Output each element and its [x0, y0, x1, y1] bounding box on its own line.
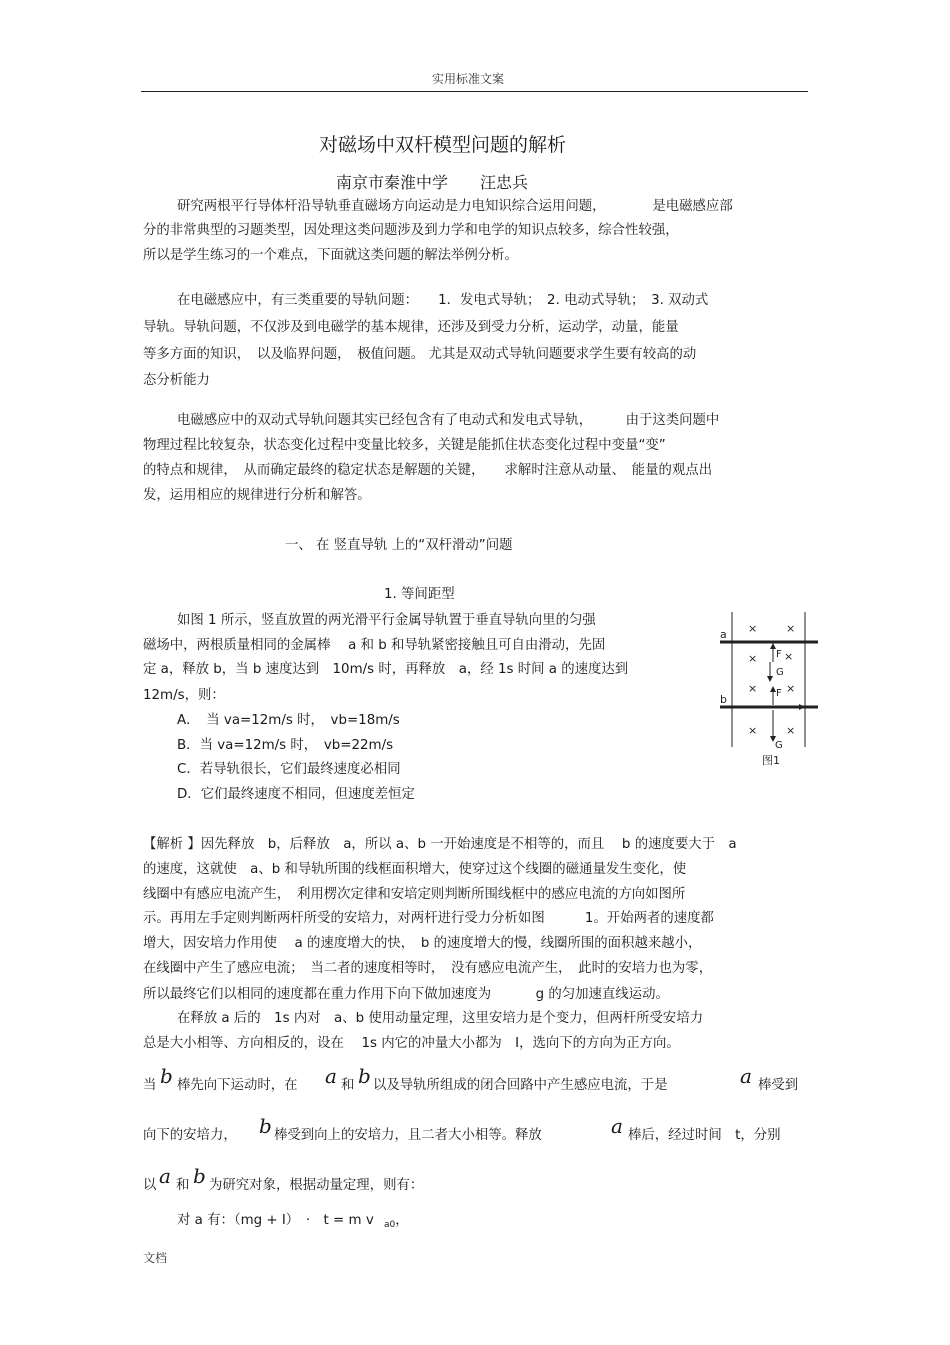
subsection-heading: 1. 等间距型 — [384, 587, 455, 602]
analysis-line: 线圈中有感应电流产生， 利用楞次定律和安培定则判断所围线框中的感应电流的方向如图所 — [143, 887, 686, 902]
para3-line: 电磁感应中的双动式导轨问题其实已经包含有了电动式和发电式导轨， 由于这类问题中 — [177, 413, 720, 428]
problem-line: 如图 1 所示，竖直放置的两光滑平行金属导轨置于垂直导轨向里的匀强 — [177, 613, 596, 628]
problem-line: 12m/s，则： — [143, 688, 225, 703]
label-rod-a: a — [720, 628, 727, 641]
figure-1 — [718, 612, 823, 772]
para2-line: 导轨。导轨问题，不仅涉及到电磁学的基本规律，还涉及到受力分析，运动学，动量，能量 — [143, 320, 679, 335]
momentum-equation — [177, 1209, 409, 1228]
variable-b: b — [160, 1064, 173, 1088]
label-force-f-a: F — [776, 649, 782, 660]
cross-mark: × — [748, 682, 758, 695]
cross-mark: × — [748, 652, 758, 665]
para3-line: 物理过程比较复杂，状态变化过程中变量比较多，关键是能抓住状态变化过程中变量“变” — [143, 438, 666, 453]
header-rule — [141, 91, 808, 92]
figure-caption: 图1 — [762, 754, 780, 767]
option-b: B．当 va=12m/s 时， vb=22m/s — [177, 738, 394, 753]
text-segment: 棒后，经过时间 t，分别 — [628, 1128, 781, 1143]
variable-a: a — [159, 1164, 171, 1188]
analysis-line: 所以最终它们以相同的速度都在重力作用下向下做加速度为 g 的匀加速直线运动。 — [143, 987, 669, 1002]
problem-line: 定 a，释放 b，当 b 速度达到 10m/s 时，再释放 a，经 1s 时间 a 的速度达到 — [143, 662, 629, 677]
variable-b: b — [259, 1114, 272, 1138]
cross-mark: × — [786, 622, 796, 635]
variable-b: b — [193, 1164, 206, 1188]
label-gravity-a: G — [776, 667, 784, 678]
text-segment: 以 — [143, 1178, 157, 1193]
text-segment: 为研究对象，根据动量定理，则有： — [209, 1178, 424, 1193]
label-force-f-b: F — [776, 688, 782, 699]
text-segment: 棒受到 — [758, 1078, 799, 1093]
intro-line: 所以是学生练习的一个难点，下面就这类问题的解法举例分析。 — [143, 248, 518, 263]
text-segment: 以及导轨所组成的闭合回路中产生感应电流，于是 — [373, 1078, 668, 1093]
text-segment: 和 — [341, 1078, 355, 1093]
analysis-line: 在线圈中产生了感应电流； 当二者的速度相等时， 没有感应电流产生， 此时的安培力也为零， — [143, 961, 713, 976]
variable-a: a — [325, 1064, 337, 1088]
cross-mark: × — [748, 622, 758, 635]
option-a: A． 当 va=12m/s 时， vb=18m/s — [177, 713, 400, 728]
analysis-line: 示。再用左手定则判断两杆所受的安培力，对两杆进行受力分析如图 1。开始两者的速度都 — [143, 911, 714, 926]
analysis-line: 总是大小相等、方向相反的，设在 1s 内它的冲量大小都为 I，选向下的方向为正方向。 — [143, 1036, 680, 1051]
variable-b: b — [358, 1064, 371, 1088]
option-c: C．若导轨很长，它们最终速度必相同 — [177, 762, 401, 777]
equation-text: 对 a 有：（mg + I） · t = m v — [177, 1213, 374, 1228]
author-line: 南京市秦淮中学 汪忠兵 — [336, 173, 529, 192]
analysis-line: 在释放 a 后的 1s 内对 a、b 使用动量定理，这里安培力是个变力，但两杆所受安培力 — [177, 1011, 704, 1026]
para3-line: 发，运用相应的规律进行分析和解答。 — [143, 488, 371, 503]
text-segment: 棒受到向上的安培力，且二者大小相等。释放 — [274, 1128, 542, 1143]
text-segment: 和 — [176, 1178, 190, 1193]
page-title: 对磁场中双杆模型问题的解析 — [319, 134, 567, 156]
text-segment: 向下的安培力， — [143, 1128, 237, 1143]
para3-line: 的特点和规律， 从而确定最终的稳定状态是解题的关键， 求解时注意从动量、 能量的观点出 — [143, 463, 713, 478]
text-segment: 当 — [143, 1078, 157, 1093]
section-heading: 一、 在 竖直导轨 上的“双杆滑动”问题 — [285, 538, 513, 553]
text-segment: 棒先向下运动时，在 — [177, 1078, 298, 1093]
label-gravity-b: G — [775, 740, 783, 751]
analysis-line: 增大，因安培力作用使 a 的速度增大的快， b 的速度增大的慢，线圈所围的面积越来越小， — [143, 936, 702, 951]
option-d: D．它们最终速度不相同，但速度差恒定 — [177, 787, 415, 802]
equation-end: ， — [395, 1213, 409, 1228]
para2-line: 态分析能力 — [143, 373, 210, 388]
variable-a: a — [611, 1114, 623, 1138]
page-footer: 文档 — [143, 1251, 168, 1265]
analysis-line: 的速度，这就使 a、b 和导轨所围的线框面积增大，使穿过这个线圈的磁通量发生变化，使 — [143, 862, 687, 877]
variable-a: a — [740, 1064, 752, 1088]
label-rod-b: b — [720, 693, 727, 706]
analysis-line: 【解析 】因先释放 b，后释放 a，所以 a、b 一开始速度是不相等的，而且 b 的速度要大于 a — [143, 837, 737, 852]
intro-line: 分的非常典型的习题类型，因处理这类问题涉及到力学和电学的知识点较多，综合性较强， — [143, 223, 679, 238]
cross-mark: × — [786, 724, 796, 737]
para2-line: 在电磁感应中，有三类重要的导轨问题： 1．发电式导轨； 2. 电动式导轨； 3. 双动式 — [177, 293, 709, 308]
para2-line: 等多方面的知识， 以及临界问题， 极值问题。 尤其是双动式导轨问题要求学生要有较高的动 — [143, 347, 697, 362]
page-header: 实用标准文案 — [432, 72, 505, 86]
equation-subscript: a0 — [384, 1220, 396, 1230]
intro-line: 研究两根平行导体杆沿导轨垂直磁场方向运动是力电知识综合运用问题， 是电磁感应部 — [177, 199, 733, 214]
cross-mark: × — [784, 650, 794, 663]
cross-mark: × — [748, 724, 758, 737]
problem-line: 磁场中，两根质量相同的金属棒 a 和 b 和导轨紧密接触且可自由滑动，先固 — [143, 638, 606, 653]
cross-mark: × — [786, 682, 796, 695]
